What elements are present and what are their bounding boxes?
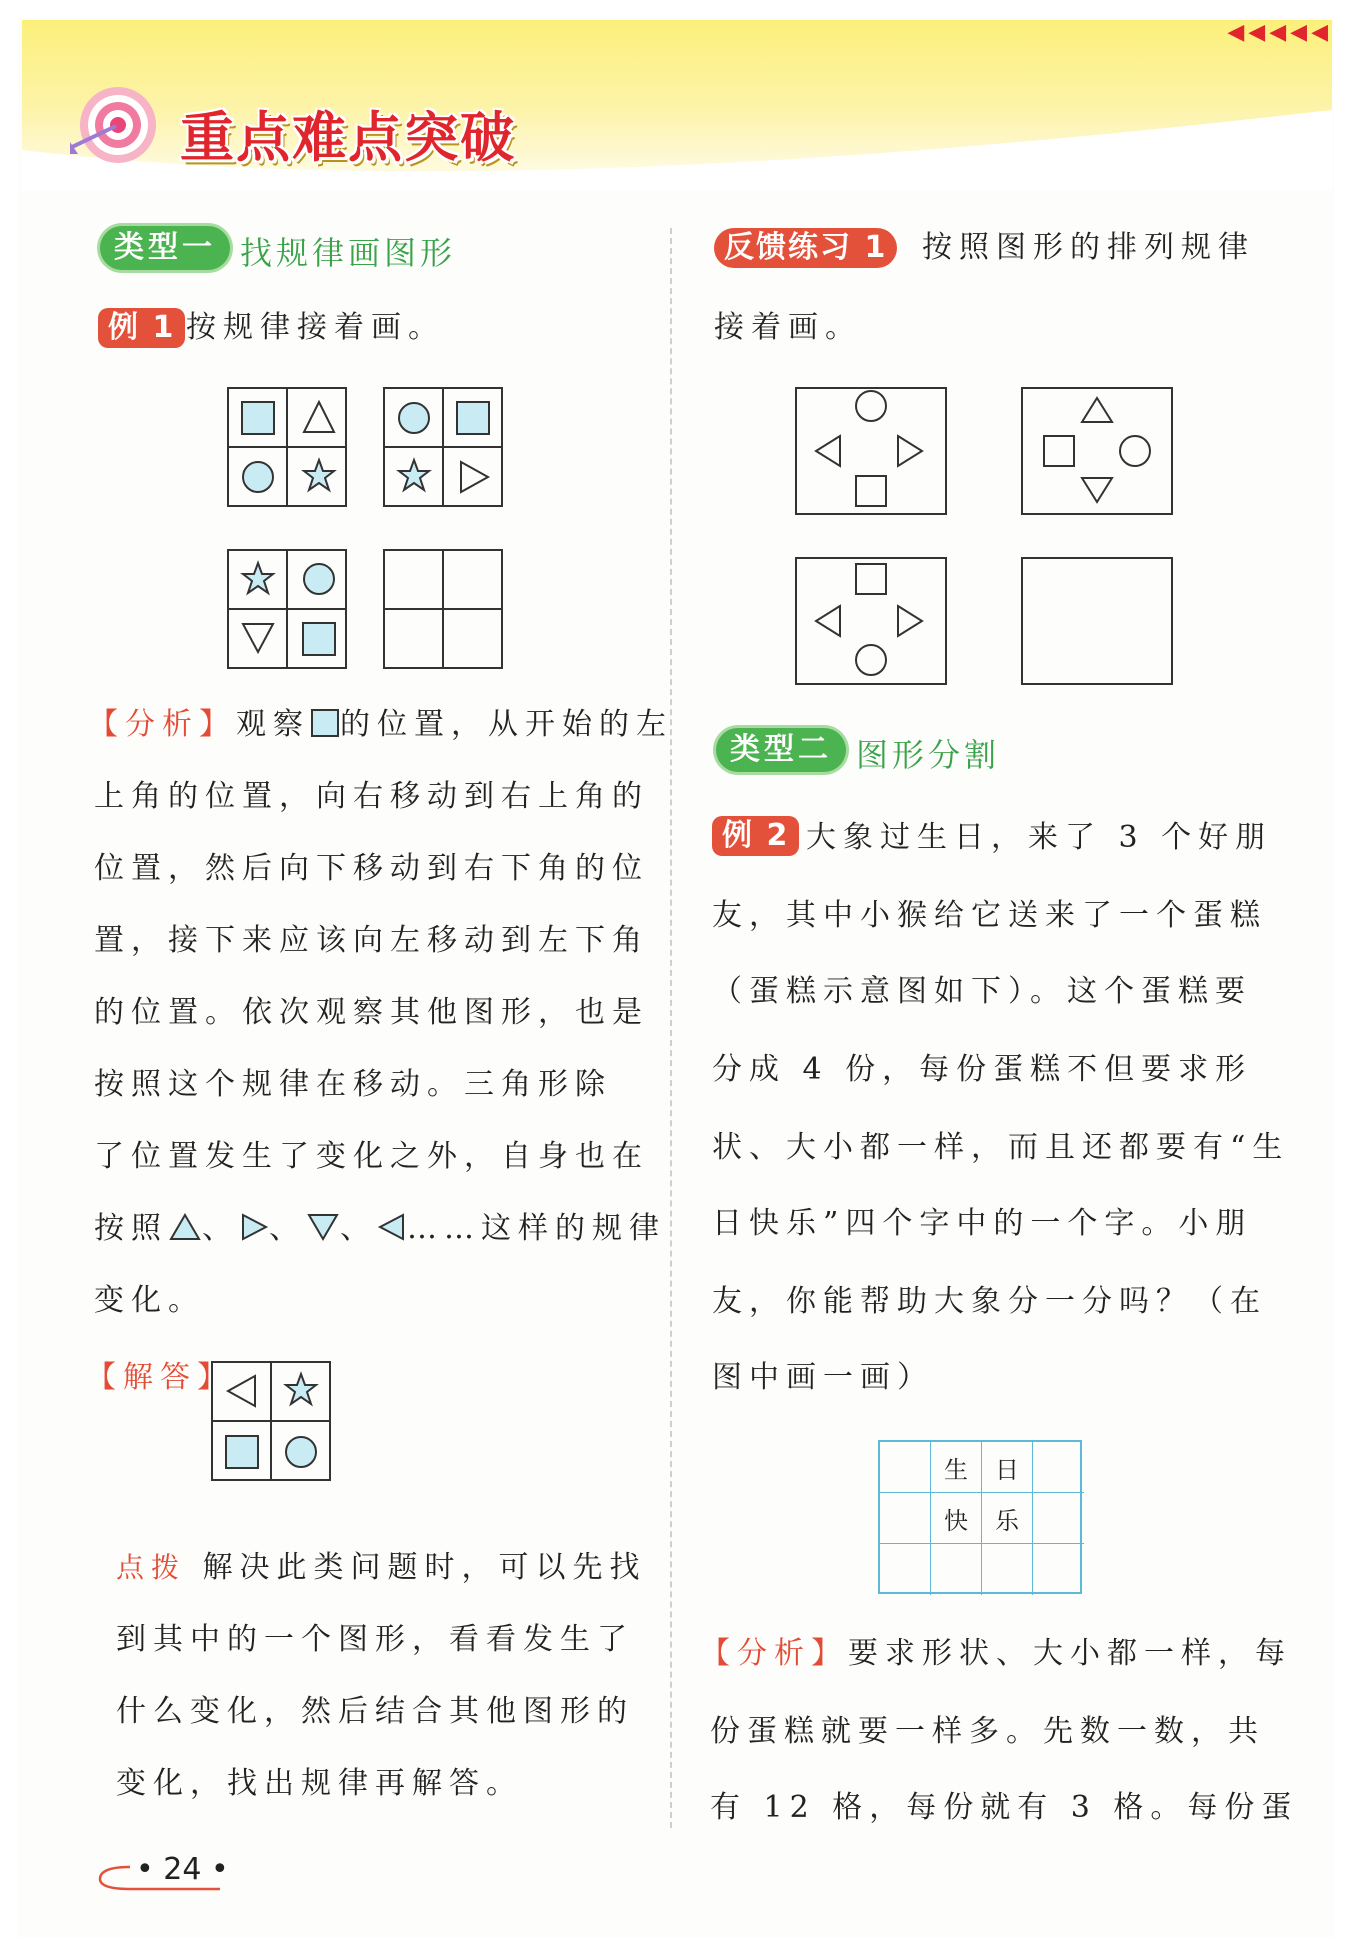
analysis-line-1: 【分析】观察 的位置，从开始的左 (88, 707, 673, 742)
page-title: 重点难点突破 (180, 106, 516, 169)
right-analysis-line-2: 份蛋糕就要一样多。先数一数，共 (710, 1714, 1265, 1749)
analysis-line-2: 上角的位置，向右移动到右上角的 (94, 779, 649, 814)
cake-cell (982, 1544, 1033, 1595)
analysis-line-7: 了位置发生了变化之外，自身也在 (94, 1139, 649, 1174)
header-arrows: ◀◀◀◀◀ (1227, 20, 1332, 45)
circle-shape (243, 462, 273, 492)
cake-cell (1033, 1544, 1084, 1595)
triangle-up-shape (304, 402, 334, 432)
example2-line-7: 友，你能帮助大象分一分吗？（在 (712, 1284, 1267, 1319)
circle-shape (286, 1437, 316, 1467)
example2-line-1: 大象过生日，来了 3 个好朋 (806, 820, 1273, 855)
cake-cell (1033, 1493, 1084, 1544)
example1-badge: 例 1 (98, 308, 185, 348)
square-shape (856, 476, 886, 506)
cake-grid (878, 1440, 1082, 1594)
analysis-line-6: 按照这个规律在移动。三角形除 (94, 1067, 612, 1102)
triangle-left-icon (377, 1212, 407, 1242)
feedback-line-2: 接着画。 (714, 310, 862, 345)
triangle-right-shape (898, 606, 922, 636)
type2-label: 图形分割 (856, 736, 1001, 774)
type1-label: 找规律画图形 (240, 234, 457, 272)
square-shape (457, 402, 489, 434)
right-analysis-label: 【分析】 (700, 1636, 848, 1671)
column-divider (670, 228, 672, 1828)
type2-badge: 类型二 (716, 728, 846, 772)
example1-grids (226, 386, 586, 672)
circle-shape (856, 645, 886, 675)
tip-line-1: 点拨 解决此类问题时，可以先找 (116, 1550, 647, 1585)
cake-cell-sheng: 生 (931, 1442, 982, 1493)
example2-line-5: 状、大小都一样，而且还都要有“生 (712, 1130, 1290, 1165)
square-shape (303, 623, 335, 655)
figure-frame-4-blank (1022, 558, 1172, 684)
star-shape (243, 563, 273, 593)
right-analysis-line-1: 【分析】要求形状、大小都一样，每 (700, 1636, 1292, 1671)
feedback-line-1: 按照图形的排列规律 (922, 230, 1255, 265)
triangle-down-shape (1082, 478, 1112, 502)
answer-label: 【解答】 (86, 1360, 234, 1395)
cake-cell (880, 1442, 931, 1493)
tip-line-4: 变化，找出规律再解答。 (116, 1766, 523, 1801)
triangle-left-shape (228, 1376, 255, 1406)
analysis-line-9: 变化。 (94, 1283, 205, 1318)
triangle-down-icon (306, 1212, 340, 1242)
example2-line-4: 分成 4 份，每份蛋糕不但要求形 (712, 1052, 1253, 1087)
analysis-line-4: 置，接下来应该向左移动到左下角 (94, 923, 649, 958)
circle-shape (856, 391, 886, 421)
cake-cell-kuai: 快 (931, 1493, 982, 1544)
square-shape (242, 402, 274, 434)
right-analysis-line-3: 有 12 格，每份就有 3 格。每份蛋 (710, 1790, 1299, 1825)
example2-line-8: 图中画一画） (712, 1360, 934, 1395)
cake-cell (1033, 1442, 1084, 1493)
triangle-left-shape (816, 606, 840, 636)
tip-line-2: 到其中的一个图形，看看发生了 (116, 1622, 634, 1657)
example2-badge: 例 2 (712, 816, 799, 856)
target-icon (70, 80, 160, 170)
feedback-badge: 反馈练习 1 (714, 228, 897, 268)
square-shape (1044, 436, 1074, 466)
circle-shape (399, 403, 429, 433)
cake-cell-le: 乐 (982, 1493, 1033, 1544)
grid-4-blank (384, 550, 502, 668)
analysis-label: 【分析】 (88, 707, 236, 742)
type1-badge: 类型一 (100, 226, 230, 270)
analysis-line-8: 按照 、 、 、 ……这样的规律 (94, 1211, 666, 1246)
triangle-right-shape (898, 436, 922, 466)
tip-label: 点拨 (116, 1551, 187, 1584)
example1-text: 按规律接着画。 (186, 310, 445, 345)
triangle-left-shape (816, 436, 840, 466)
square-shape (226, 1436, 258, 1468)
page-number: • 24 • (136, 1852, 229, 1887)
triangle-up-shape (1082, 398, 1112, 422)
star-shape (286, 1374, 316, 1404)
cake-cell (880, 1493, 931, 1544)
tip-line-3: 什么变化，然后结合其他图形的 (116, 1694, 634, 1729)
cake-cell-ri: 日 (982, 1442, 1033, 1493)
triangle-up-icon (168, 1212, 202, 1242)
square-shape (856, 564, 886, 594)
triangle-down-shape (243, 624, 273, 652)
square-icon (310, 708, 340, 738)
example2-line-6: 日快乐”四个字中的一个字。小朋 (712, 1206, 1253, 1241)
triangle-right-shape (461, 462, 488, 492)
answer-grid (210, 1360, 334, 1484)
feedback-figures (792, 384, 1182, 688)
cake-cell (931, 1544, 982, 1595)
example2-line-2: 友，其中小猴给它送来了一个蛋糕 (712, 898, 1267, 933)
cake-cell (880, 1544, 931, 1595)
analysis-line-3: 位置，然后向下移动到右下角的位 (94, 851, 649, 886)
triangle-right-icon (239, 1212, 269, 1242)
analysis-line-5: 的位置。依次观察其他图形，也是 (94, 995, 649, 1030)
star-shape (304, 460, 334, 490)
star-shape (399, 460, 429, 490)
circle-shape (1120, 436, 1150, 466)
circle-shape (304, 564, 334, 594)
example2-line-3: （蛋糕示意图如下）。这个蛋糕要 (712, 974, 1252, 1009)
